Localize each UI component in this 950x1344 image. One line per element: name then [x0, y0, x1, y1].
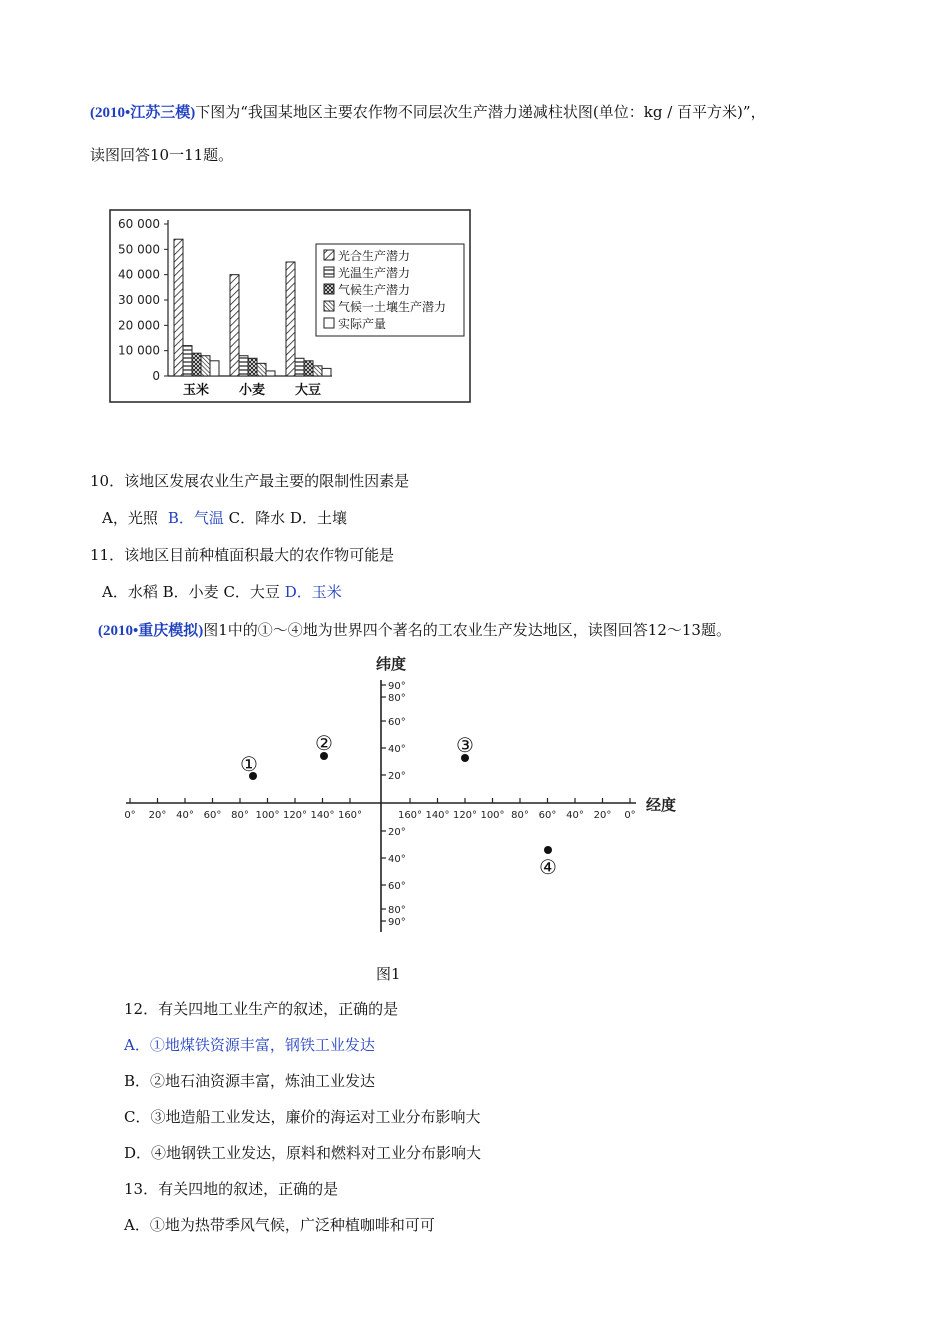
q12-option-b[interactable]: B．②地石油资源丰富，炼油工业发达 — [124, 1072, 376, 1090]
bar — [322, 368, 331, 376]
y-tick-label: 60 000 — [118, 217, 160, 231]
intro-text-2: 图1中的①～④地为世界四个著名的工农业生产发达地区，读图回答12～13题。 — [203, 621, 731, 639]
lon-tick-label: 80° — [231, 810, 249, 821]
bar — [248, 358, 257, 376]
q12-option-c[interactable]: C．③地造船工业发达，廉价的海运对工业分布影响大 — [124, 1108, 481, 1126]
y-tick-label: 0 — [152, 369, 160, 383]
lat-tick-label: 80° — [388, 693, 406, 704]
legend-swatch — [324, 301, 334, 311]
bar — [210, 361, 219, 376]
q10-intro-line1 — [90, 102, 766, 123]
lon-tick-label: 80° — [511, 810, 529, 821]
q10-option-d[interactable]: D．土壤 — [289, 509, 347, 527]
bar — [183, 346, 192, 376]
category-label: 小麦 — [238, 383, 266, 398]
y-tick-label: 30 000 — [118, 293, 160, 307]
y-tick-label: 20 000 — [118, 318, 160, 333]
location-dot — [544, 846, 552, 854]
lat-tick-label: 80° — [388, 905, 406, 916]
y-tick-label: 50 000 — [118, 242, 160, 257]
lon-tick-label: 60° — [538, 810, 557, 821]
lon-tick-label: 120° — [282, 810, 308, 821]
legend-swatch — [324, 318, 334, 328]
legend-label: 光合生产潜力 — [338, 249, 411, 263]
y-tick-label: 40 000 — [118, 267, 160, 282]
lat-tick-label: 20° — [388, 827, 406, 838]
q12-intro — [98, 620, 731, 641]
q11-option-b[interactable]: B．小麦 — [162, 583, 219, 601]
crop-potential-bar-chart — [92, 188, 522, 438]
location-label: ① — [240, 752, 258, 776]
location-label: ④ — [539, 855, 557, 879]
intro-text: 下图为“我国某地区主要农作物不同层次生产潜力递减柱状图(单位：kg / 百平方米)”， — [195, 103, 766, 121]
figure1-coordinate-map — [118, 650, 688, 940]
q11-option-c[interactable]: C．大豆 — [223, 583, 280, 601]
q12-option-d[interactable]: D．④地钢铁工业发达，原料和燃料对工业分布影响大 — [124, 1144, 482, 1162]
lat-tick-label: 90° — [388, 681, 406, 692]
legend-label: 气候一土壤生产潜力 — [338, 300, 447, 314]
y-tick-label: 10 000 — [118, 343, 160, 358]
q13-stem: 13．有关四地的叙述，正确的是 — [124, 1180, 339, 1198]
location-label: ② — [315, 731, 333, 755]
bar — [174, 239, 183, 376]
bar — [286, 262, 295, 376]
q10-options — [102, 508, 347, 528]
q12-option-a[interactable]: A．①地煤铁资源丰富，钢铁工业发达 — [124, 1036, 375, 1054]
q11-option-a[interactable]: A．水稻 — [102, 583, 158, 601]
bar — [239, 356, 248, 376]
lon-tick-label: 140° — [310, 810, 335, 821]
figure1-caption: 图1 — [376, 965, 401, 983]
lon-tick-label: 140° — [425, 810, 450, 821]
lon-tick-label: 20° — [593, 810, 612, 821]
category-label: 玉米 — [182, 383, 210, 398]
lon-tick-label: 40° — [176, 810, 194, 821]
legend-swatch — [324, 267, 334, 277]
q11-options — [102, 582, 342, 602]
lat-tick-label: 60° — [388, 717, 406, 728]
bar — [230, 275, 239, 376]
bar — [313, 366, 322, 376]
lon-tick-label: 100° — [255, 810, 280, 821]
legend-swatch — [324, 250, 334, 260]
q13-option-a[interactable]: A．①地为热带季风气候，广泛种植咖啡和可可 — [124, 1216, 435, 1234]
bar — [295, 358, 304, 376]
bar — [192, 353, 201, 376]
q11-option-d[interactable]: D．玉米 — [284, 583, 342, 601]
lat-tick-label: 60° — [388, 881, 406, 892]
q10-option-b[interactable]: B．气温 — [167, 509, 224, 527]
legend-label: 气候生产潜力 — [338, 283, 411, 297]
q10-intro-line2: 读图回答10一11题。 — [90, 146, 234, 164]
lon-axis-label: 经度 — [646, 796, 677, 814]
lon-tick-label: 0° — [624, 810, 636, 821]
location-label: ③ — [456, 733, 474, 757]
legend-label: 实际产量 — [338, 317, 387, 331]
lon-tick-label: 0° — [124, 810, 136, 821]
lon-tick-label: 20° — [148, 810, 167, 821]
lat-tick-label: 90° — [388, 917, 406, 928]
source-tag-2: (2010•重庆模拟) — [98, 623, 204, 639]
bar — [266, 371, 275, 376]
lon-tick-label: 40° — [566, 810, 584, 821]
q10-option-c[interactable]: C．降水 — [228, 509, 286, 527]
lat-tick-label: 40° — [388, 744, 406, 755]
lon-tick-label: 60° — [203, 810, 222, 821]
bar — [257, 363, 266, 376]
legend-label: 光温生产潜力 — [338, 266, 411, 280]
legend-swatch — [324, 284, 334, 294]
bar — [304, 361, 313, 376]
lon-tick-label: 120° — [452, 810, 478, 821]
lon-tick-label: 160° — [397, 810, 423, 821]
lon-tick-label: 160° — [337, 810, 363, 821]
lat-tick-label: 20° — [388, 771, 406, 782]
category-label: 大豆 — [294, 383, 322, 398]
lat-tick-label: 40° — [388, 854, 406, 865]
lon-tick-label: 100° — [480, 810, 505, 821]
q10-option-a[interactable]: A，光照 — [102, 509, 158, 527]
q12-stem: 12．有关四地工业生产的叙述，正确的是 — [124, 1000, 399, 1018]
lat-axis-label: 纬度 — [376, 655, 407, 673]
source-tag: (2010•江苏三模) — [90, 105, 196, 121]
bar — [201, 356, 210, 376]
q10-stem: 10．该地区发展农业生产最主要的限制性因素是 — [90, 472, 410, 490]
q11-stem: 11．该地区目前种植面积最大的农作物可能是 — [90, 546, 395, 564]
